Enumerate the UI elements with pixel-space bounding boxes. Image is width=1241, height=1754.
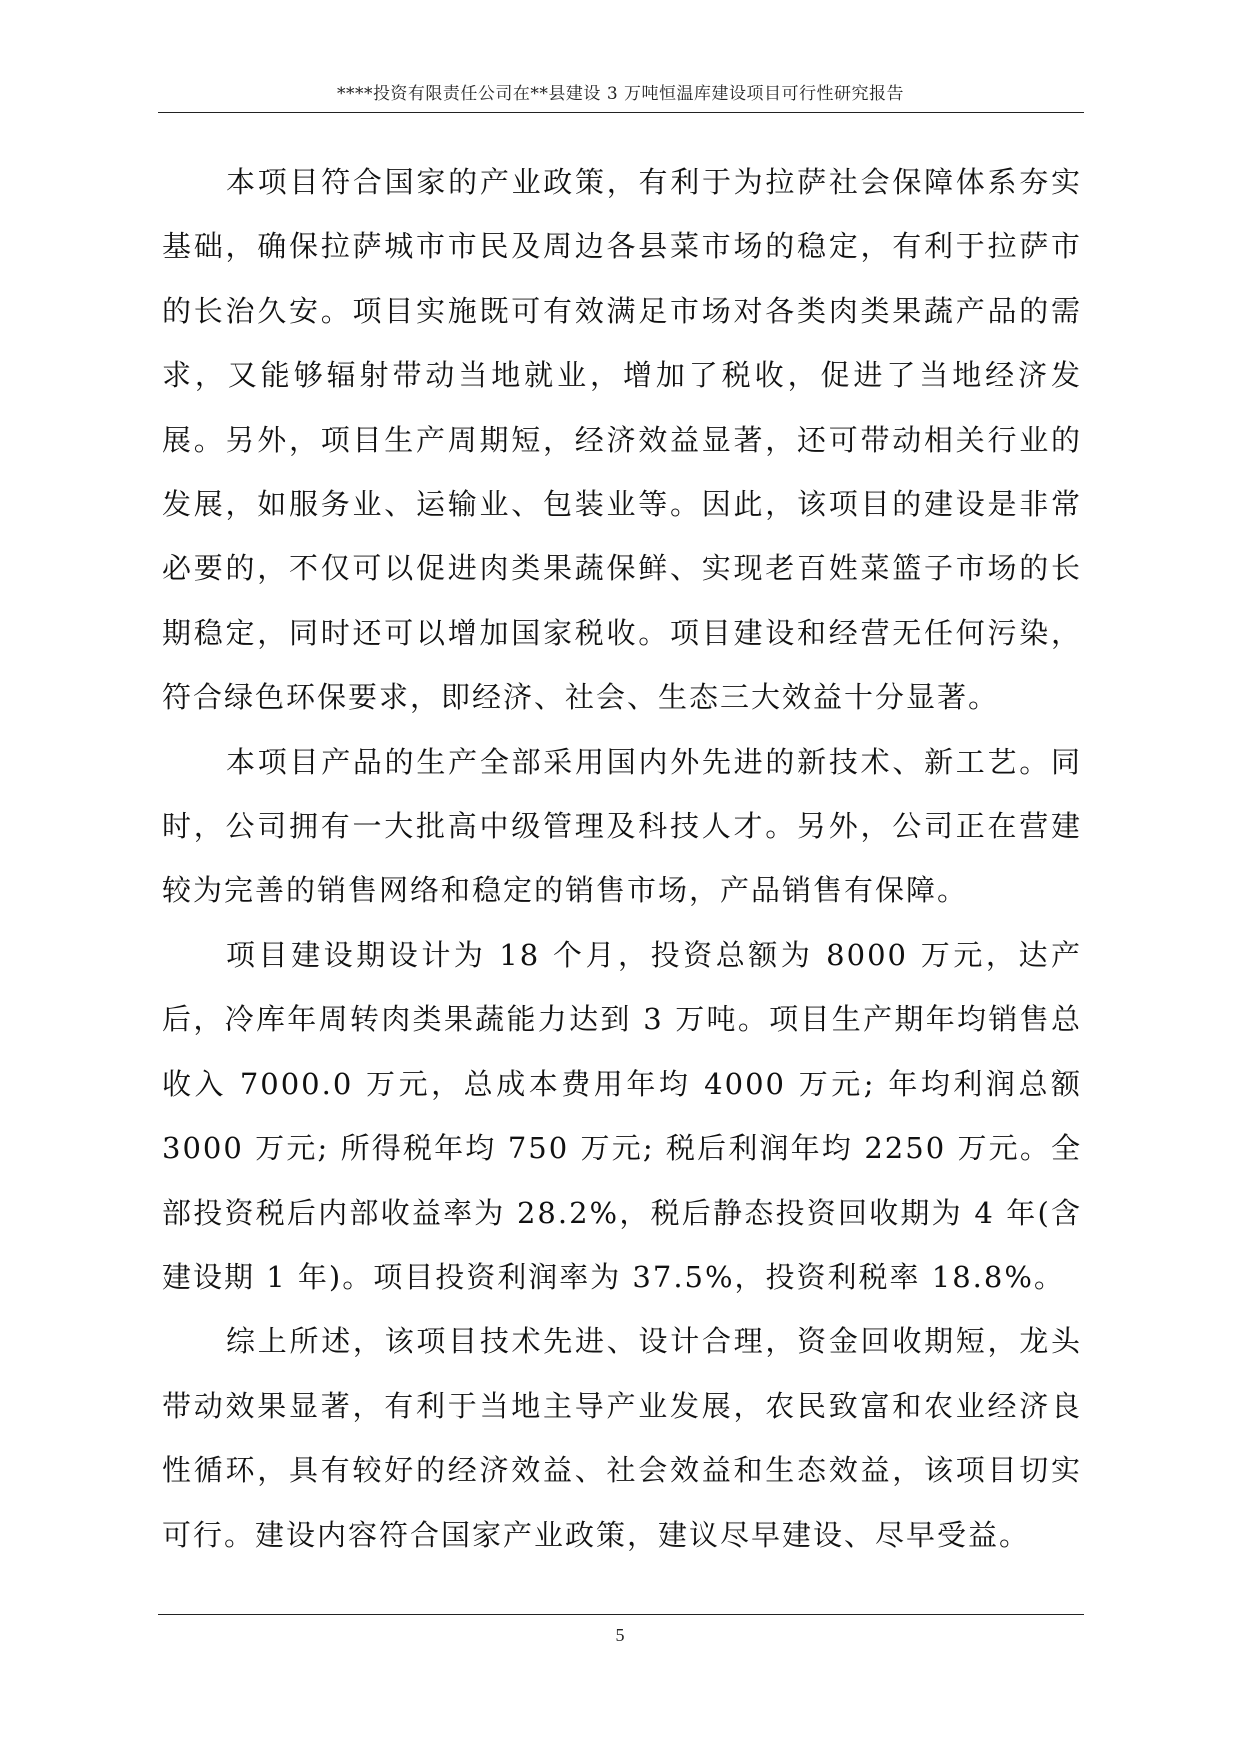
header-divider [158, 112, 1084, 113]
page-number: 5 [615, 1625, 625, 1645]
running-header: ****投资有限责任公司在**县建设 3 万吨恒温库建设项目可行性研究报告 [336, 84, 905, 104]
paragraph-investment-figures: 项目建设期设计为 18 个月，投资总额为 8000 万元，达产后，冷库年周转肉类果蔬能力达到 3 万吨。项目生产期年均销售总收入 7000.0 万元，总成本费用年均 4000 万元; 年均利润总额 3000 万元; 所得税年均 750 万元; 税后利润年均 2250 万元。全部投资税后内部收益率为 28.2%，税后静态投资回收期为 4 年(含建设期 1 年)。项目投资利润率为 37.5%，投资利税率 18.8%。 [162, 937, 1082, 1294]
paragraph-conclusion: 综上所述，该项目技术先进、设计合理，资金回收期短，龙头带动效果显著，有利于当地主导产业发展，农民致富和农业经济良性循环，具有较好的经济效益、社会效益和生态效益，该项目切实可行。建设内容符合国家产业政策，建议尽早建设、尽早受益。 [162, 1324, 1082, 1552]
footer-divider [158, 1614, 1084, 1615]
paragraph-technology: 本项目产品的生产全部采用国内外先进的新技术、新工艺。同时，公司拥有一大批高中级管理及科技人才。另外，公司正在营建较为完善的销售网络和稳定的销售市场，产品销售有保障。 [162, 744, 1082, 908]
document-body [162, 150, 1082, 1567]
paragraph-project-significance: 本项目符合国家的产业政策，有利于为拉萨社会保障体系夯实基础，确保拉萨城市市民及周边各县菜市场的稳定，有利于拉萨市的长治久安。项目实施既可有效满足市场对各类肉类果蔬产品的需求，又能够辐射带动当地就业，增加了税收，促进了当地经济发展。另外，项目生产周期短，经济效益显著，还可带动相关行业的发展，如服务业、运输业、包装业等。因此，该项目的建设是非常必要的，不仅可以促进肉类果蔬保鲜、实现老百姓菜篮子市场的长期稳定，同时还可以增加国家税收。项目建设和经营无任何污染，符合绿色环保要求，即经济、社会、生态三大效益十分显著。 [162, 165, 1082, 715]
